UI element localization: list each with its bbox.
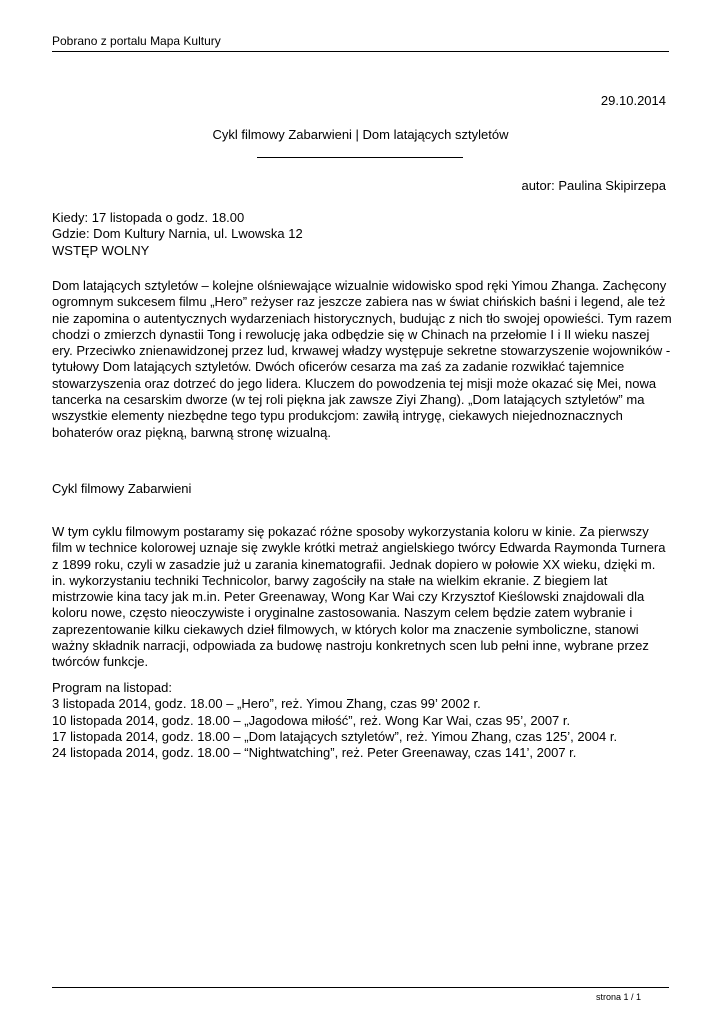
cycle-heading-block [52, 481, 672, 497]
cycle-description [52, 524, 672, 671]
page-number: strona 1 / 1 [595, 992, 641, 1002]
event-entry: WSTĘP WOLNY [52, 242, 150, 258]
page-title: Cykl filmowy Zabarwieni | Dom latających sztyletów [212, 127, 509, 142]
event-when: Kiedy: 17 listopada o godz. 18.00 [52, 210, 245, 225]
author-line: autor: Paulina Skipirzepa [521, 178, 666, 193]
program-item: 3 listopada 2014, godz. 18.00 – „Hero”, reż. Yimou Zhang, czas 99’ 2002 r. [52, 696, 481, 712]
header-source: Pobrano z portalu Mapa Kultury [52, 34, 221, 48]
program-list [52, 680, 672, 761]
document-date: 29.10.2014 [600, 93, 666, 108]
cycle-heading: Cykl filmowy Zabarwieni [52, 481, 192, 496]
title-underline [257, 157, 463, 158]
program-item: 24 listopada 2014, godz. 18.00 – “Nightwatching”, reż. Peter Greenaway, czas 141’, 2007 r. [52, 745, 577, 761]
film-description [52, 278, 672, 441]
description-paragraph: Dom latających sztyletów – kolejne olśniewające wizualnie widowisko spod ręki Yimou Zhanga. Zachęcony ogromnym sukcesem filmu „Hero” reżyser raz jeszcze zabiera nas w świat chińskich baśni i legend, ale też nie zapomina o autentycznych wydarzeniach historycznych, budując z nich tło swojej opowieści. Tym razem chodzi o zmierzch dynastii Tong i rewolucję jaka odbędzie się w Chinach na przełomie I i II wieku naszej ery. Przeciwko znienawidzonej przez lud, krwawej władzy występuje sekretne stowarzyszenie wojowników - tytułowy Dom latających sztyletów. Dwóch oficerów cesarza ma zaś za zadanie rozwikłać tajemnice stowarzyszenia oraz dotrzeć do jego lidera. Kluczem do powodzenia tej misji może okazać się Mei, nowa tancerka na cesarskim dworze (w tej roli piękna jak zawsze Ziyi Zhang). „Dom latających sztyletów” ma wszystkie elementy niezbędne tego typu produkcjom: zawiłą intrygę, ciekawych niejednoznacznych bohaterów oraz piękną, barwną stronę wizualną. [52, 278, 672, 440]
footer-divider [52, 987, 669, 988]
event-info [52, 210, 672, 259]
program-heading: Program na listopad: [52, 680, 172, 695]
header-divider [52, 51, 669, 52]
program-item: 17 listopada 2014, godz. 18.00 – „Dom latających sztyletów”, reż. Yimou Zhang, czas 125’, 2004 r. [52, 728, 618, 744]
cycle-paragraph: W tym cyklu filmowym postaramy się pokazać różne sposoby wykorzystania koloru w kinie. Za pierwszy film w technice kolorowej uznaje się zwykle krótki metraż angielskiego twórcy Edwarda Raymonda Turnera z 1899 roku, czyli w zasadzie już u zarania kinematografii. Jednak dopiero w połowie XX wieku, dzięki m. in. wykorzystaniu techniki Technicolor, barwy zagościły na stałe na wielkim ekranie. Z biegiem lat mistrzowie kina tacy jak m.in. Peter Greenaway, Wong Kar Wai czy Krzysztof Kieślowski znajdowali dla koloru nowe, często nieoczywiste i oryginalne zastosowania. Naszym celem będzie zatem wybranie i zaprezentowanie kilku ciekawych dzieł filmowych, w których kolor ma znaczenie symboliczne, stanowi ważny składnik narracji, odpowiada za budowę nastroju konkretnych scen lub pełni inne, wybrane przez twórców funkcje. [52, 524, 666, 670]
program-item: 10 listopada 2014, godz. 18.00 – „Jagodowa miłość”, reż. Wong Kar Wai, czas 95’, 2007 r. [52, 712, 571, 728]
event-where: Gdzie: Dom Kultury Narnia, ul. Lwowska 12 [52, 226, 303, 242]
